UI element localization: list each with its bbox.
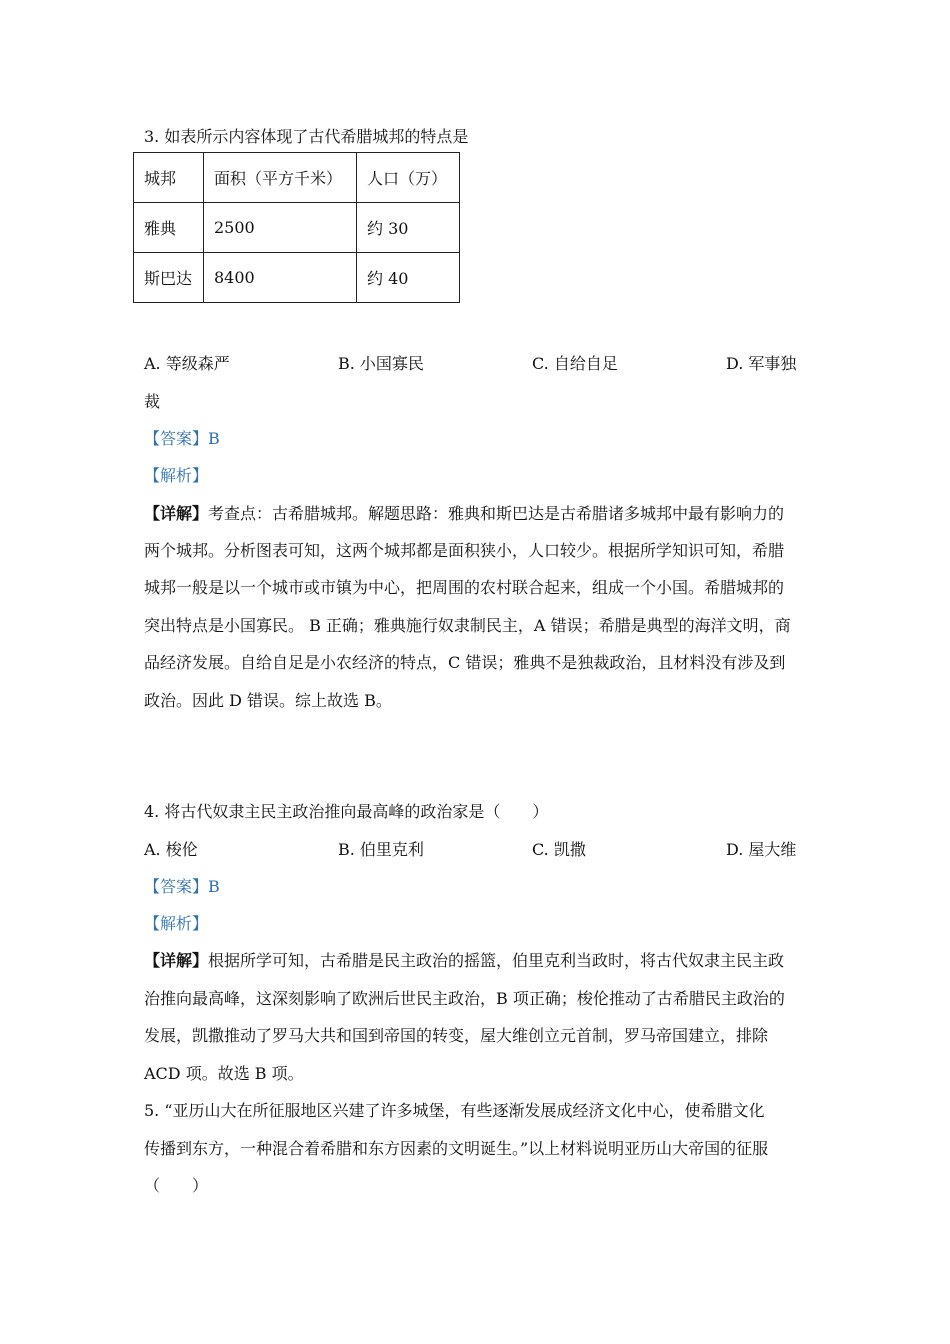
q4-option-a: A. 梭伦	[144, 840, 198, 859]
q3-detail-line: 突出特点是小国寡民。 B 正确；雅典施行奴隶制民主，A 错误；希腊是典型的海洋文明，商	[144, 616, 791, 635]
q3-stem: 3. 如表所示内容体现了古代希腊城邦的特点是	[144, 127, 469, 146]
q3-table	[133, 152, 460, 303]
q3-detail-line: 政治。因此 D 错误。综上故选 B。	[144, 691, 392, 710]
q3-detail-line: 城邦一般是以一个城市或市镇为中心，把周围的农村联合起来，组成一个小国。希腊城邦的	[144, 578, 785, 597]
q3-answer: 【答案】B	[144, 429, 220, 448]
table-header-cell: 城邦	[134, 153, 204, 203]
q3-option-d-wrap: 裁	[144, 392, 161, 411]
q4-analysis-label: 【解析】	[144, 914, 209, 933]
table-cell: 约 30	[357, 203, 460, 253]
q4-detail-line: 发展，凯撒推动了罗马大共和国到帝国的转变，屋大维创立元首制，罗马帝国建立，排除	[144, 1026, 769, 1045]
table-row	[134, 203, 460, 253]
q3-detail-line	[144, 501, 784, 524]
table-cell: 8400	[204, 253, 357, 303]
q3-detail-line: 品经济发展。自给自足是小农经济的特点，C 错误；雅典不是独裁政治，且材料没有涉及到	[144, 653, 786, 672]
q3-option-c: C. 自给自足	[532, 354, 618, 373]
table-header-cell: 人口（万）	[357, 153, 460, 203]
q5-stem-line: 传播到东方，一种混合着希腊和东方因素的文明诞生。”以上材料说明亚历山大帝国的征服	[144, 1139, 769, 1158]
q3-detail-line: 两个城邦。分析图表可知，这两个城邦都是面积狭小，人口较少。根据所学知识可知，希腊	[144, 541, 785, 560]
table-header-cell: 面积（平方千米）	[204, 153, 357, 203]
q4-detail-line	[144, 948, 784, 971]
table-row	[134, 253, 460, 303]
table-cell: 雅典	[134, 203, 204, 253]
table-header-row	[134, 153, 460, 203]
q4-option-c: C. 凯撒	[532, 840, 586, 859]
q5-stem-line: 5. “亚历山大在所征服地区兴建了许多城堡，有些逐渐发展成经济文化中心，使希腊文化	[144, 1101, 765, 1120]
table-cell: 约 40	[357, 253, 460, 303]
q3-option-d: D. 军事独	[726, 354, 797, 373]
q4-option-d: D. 屋大维	[726, 840, 797, 859]
q3-analysis-label: 【解析】	[144, 466, 209, 485]
q3-detail-tag: 【详解】	[144, 504, 209, 523]
q4-detail-text: 根据所学可知，古希腊是民主政治的摇篮，伯里克利当政时，将古代奴隶主民主政	[208, 951, 785, 970]
q4-answer: 【答案】B	[144, 877, 220, 896]
q3-detail-text: 考查点：古希腊城邦。解题思路：雅典和斯巴达是古希腊诸多城邦中最有影响力的	[208, 504, 785, 523]
q4-detail-line: 治推向最高峰，这深刻影响了欧洲后世民主政治，B 项正确；梭伦推动了古希腊民主政治的	[144, 989, 785, 1008]
q4-detail-tag: 【详解】	[144, 951, 209, 970]
q3-option-b: B. 小国寡民	[338, 354, 424, 373]
q3-option-a: A. 等级森严	[144, 354, 230, 373]
q4-detail-line: ACD 项。故选 B 项。	[144, 1064, 304, 1083]
q5-stem-line: （ ）	[144, 1176, 209, 1195]
table-cell: 斯巴达	[134, 253, 204, 303]
q4-stem: 4. 将古代奴隶主民主政治推向最高峰的政治家是（ ）	[144, 802, 549, 821]
table-cell: 2500	[204, 203, 357, 253]
q4-option-b: B. 伯里克利	[338, 840, 424, 859]
